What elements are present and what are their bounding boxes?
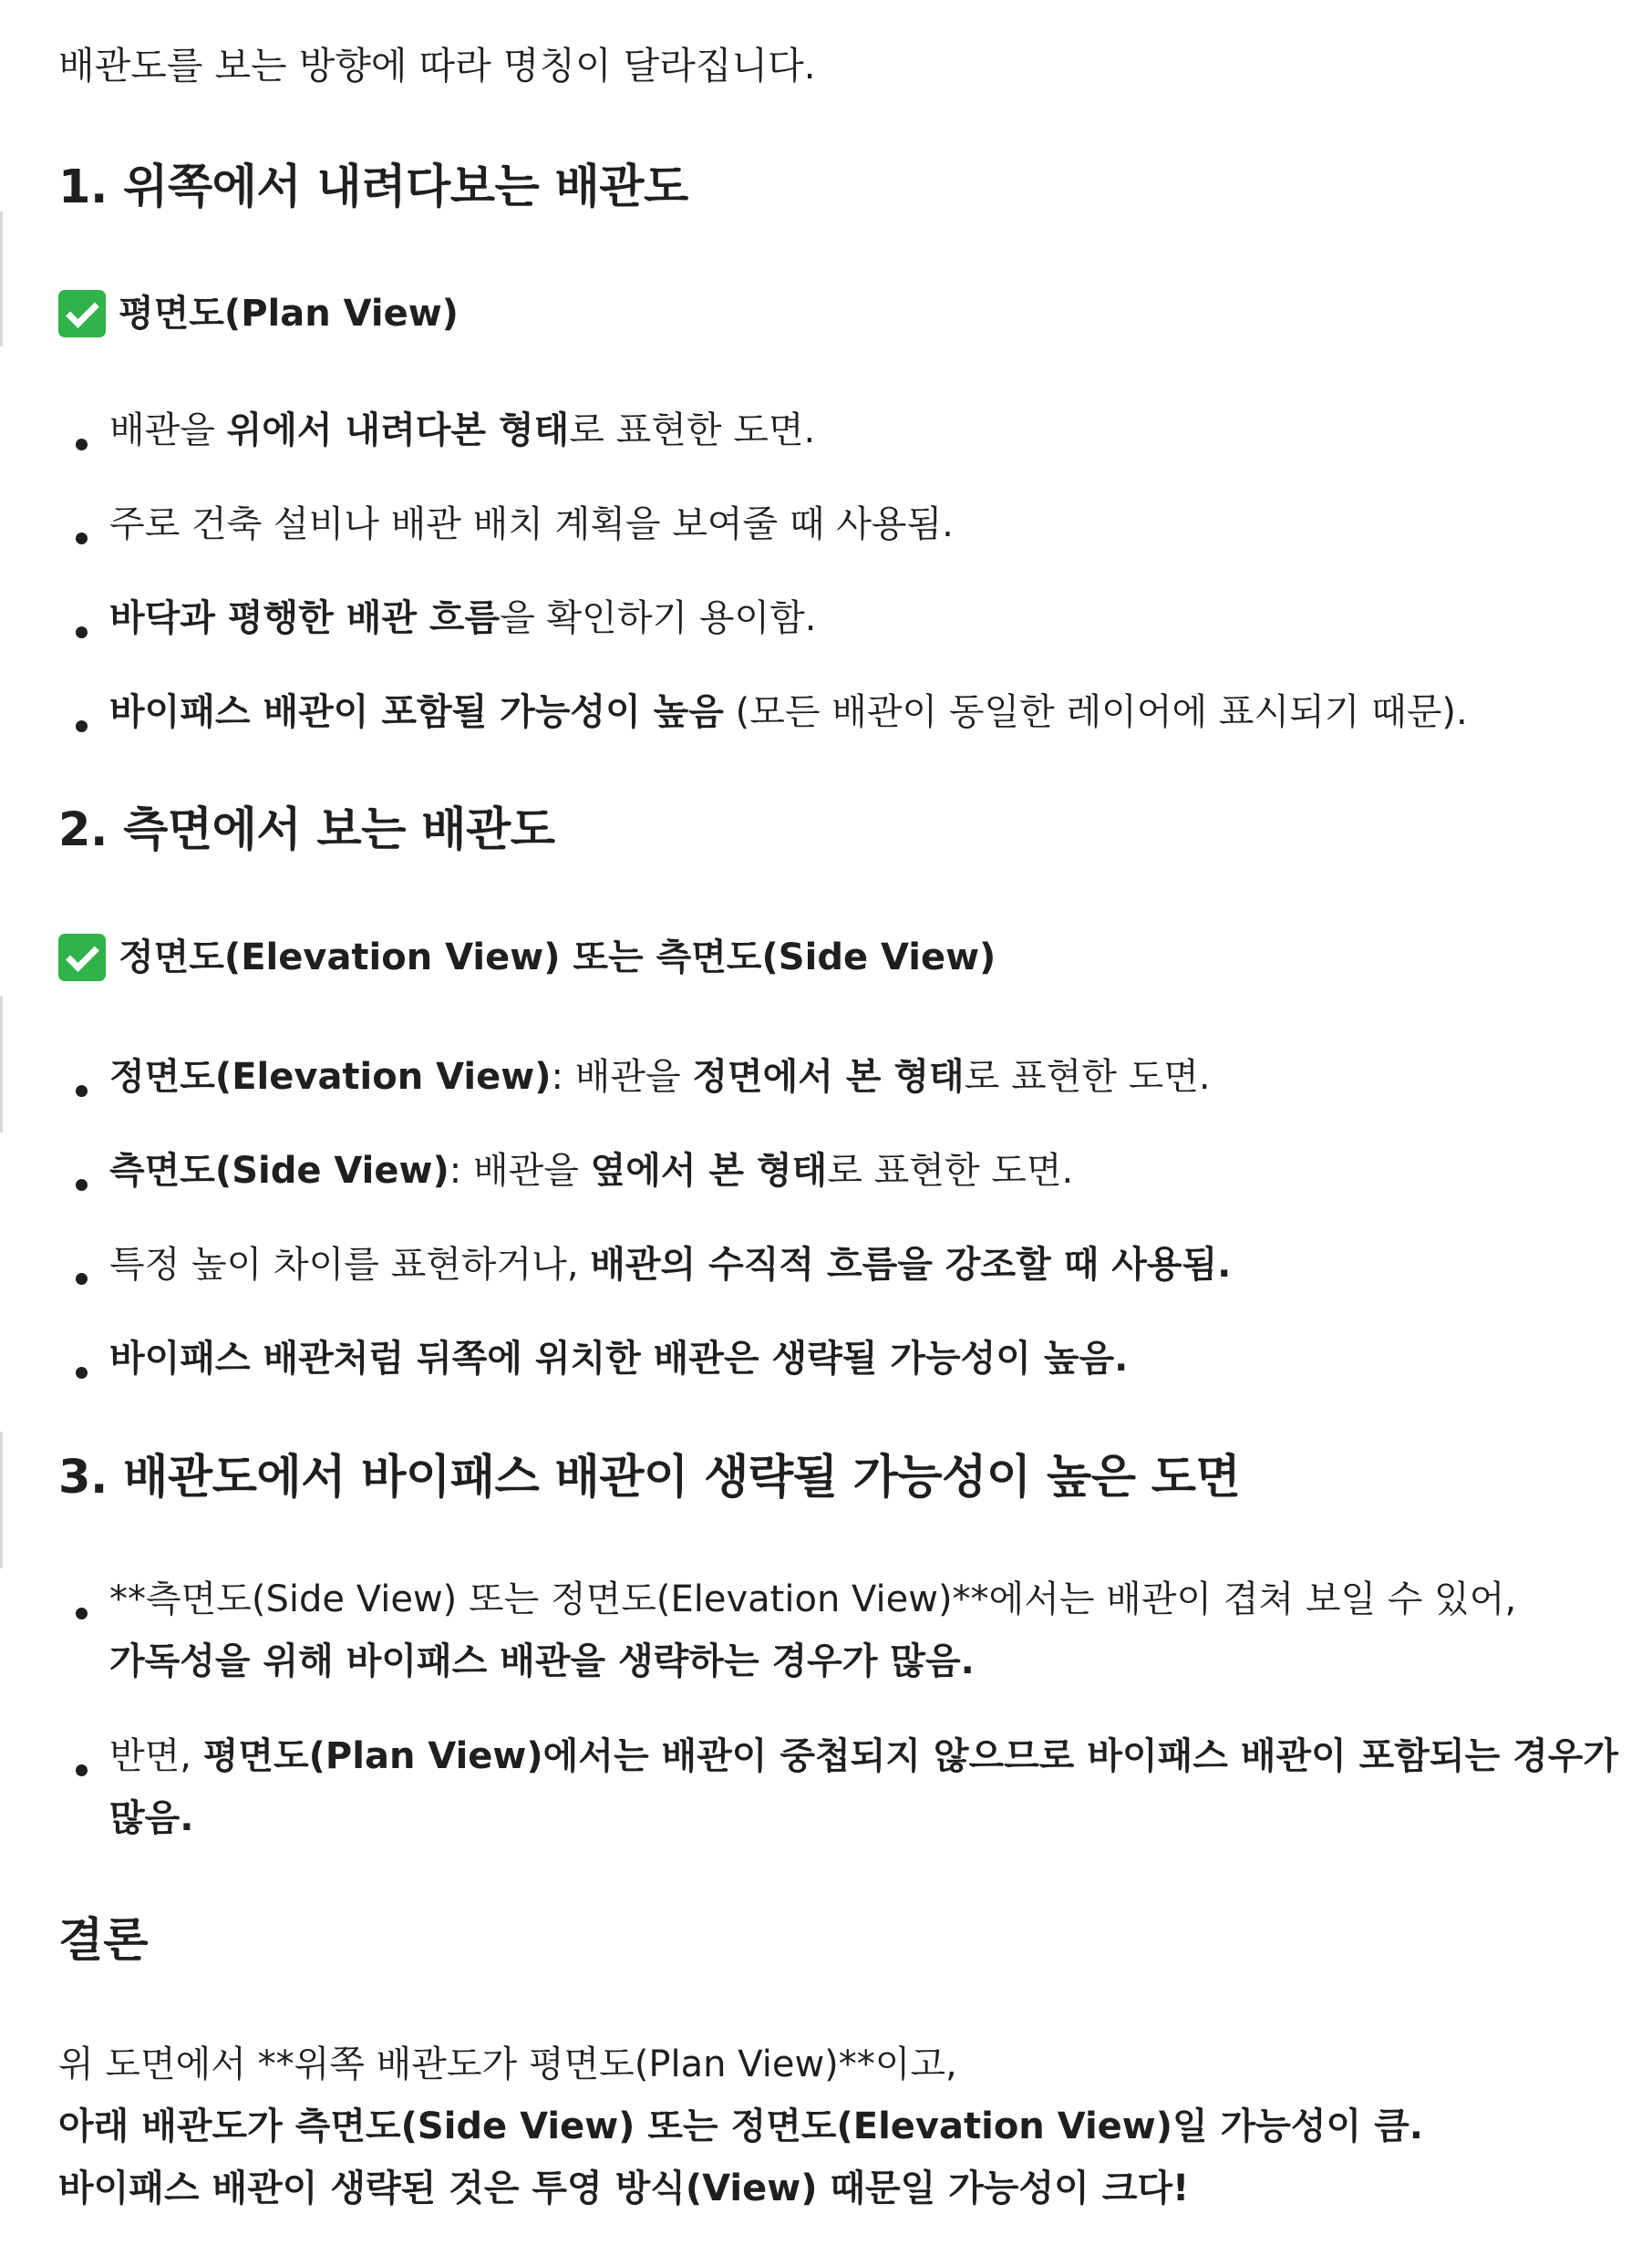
- list-item-text: 바이패스 배관처럼 뒤쪽에 위치한 배관은 생략될 가능성이 높음.: [109, 1338, 1129, 1380]
- bullet-dot: [76, 1764, 88, 1776]
- section1-subheading: [58, 290, 459, 337]
- bullet-dot: [76, 1273, 88, 1285]
- conclusion-line-2: 아래 배관도가 측면도(Side View) 또는 정면도(Elevation View)일 가능성이 큼.: [58, 2105, 1423, 2147]
- intro-text: 배관도를 보는 방향에 따라 명칭이 달라집니다.: [58, 44, 816, 88]
- list-item-text: 측면도(Side View): 배관을 옆에서 본 형태로 표현한 도면.: [109, 1150, 1074, 1192]
- bullet-dot: [76, 1179, 88, 1191]
- bullet-dot: [76, 1608, 88, 1619]
- check-mark-icon: [58, 290, 106, 337]
- bullet-dot: [76, 626, 88, 638]
- bullet-dot: [76, 1367, 88, 1379]
- conclusion-line-1: 위 도면에서 **위쪽 배관도가 평면도(Plan View)**이고,: [58, 2043, 957, 2085]
- section2-heading: 2. 측면에서 보는 배관도: [58, 803, 555, 857]
- section1-subheading-text: 평면도(Plan View): [119, 293, 459, 335]
- check-mark-icon: [58, 934, 106, 981]
- bullet-dot: [76, 439, 88, 450]
- list-item-text: 바이패스 배관이 포함될 가능성이 높음 (모든 배관이 동일한 레이어에 표시되기 때문).: [109, 691, 1468, 733]
- list-item-text-continued: 가독성을 위해 바이패스 배관을 생략하는 경우가 많음.: [109, 1640, 975, 1682]
- list-item-text: 정면도(Elevation View): 배관을 정면에서 본 형태로 표현한 도면.: [109, 1056, 1211, 1098]
- list-item-text: 배관을 위에서 내려다본 형태로 표현한 도면.: [109, 409, 816, 451]
- left-edge-mark: [0, 1432, 3, 1568]
- bullet-dot: [76, 533, 88, 544]
- left-edge-mark: [0, 996, 3, 1133]
- conclusion-heading: 결론: [58, 1914, 149, 1968]
- list-item-text: **측면도(Side View) 또는 정면도(Elevation View)**에서는 배관이 겹쳐 보일 수 있어,: [109, 1578, 1517, 1620]
- section1-heading: 1. 위쪽에서 내려다보는 배관도: [58, 160, 688, 214]
- section2-subheading-text: 정면도(Elevation View) 또는 측면도(Side View): [119, 936, 996, 978]
- bullet-dot: [76, 720, 88, 732]
- list-item-text: 주로 건축 설비나 배관 배치 계획을 보여줄 때 사용됨.: [109, 503, 954, 545]
- left-edge-mark: [0, 212, 3, 347]
- list-item-text: 바닥과 평행한 배관 흐름을 확인하기 용이함.: [109, 597, 817, 639]
- list-item-text: 특정 높이 차이를 표현하거나, 배관의 수직적 흐름을 강조할 때 사용됨.: [109, 1244, 1232, 1286]
- list-item-text: 반면, 평면도(Plan View)에서는 배관이 중첩되지 않으므로 바이패스 배관이 포함되는 경우가: [109, 1735, 1619, 1777]
- section3-heading: 3. 배관도에서 바이패스 배관이 생략될 가능성이 높은 도면: [58, 1451, 1241, 1505]
- conclusion-line-3: 바이패스 배관이 생략된 것은 투영 방식(View) 때문일 가능성이 크다!: [58, 2167, 1190, 2209]
- bullet-dot: [76, 1085, 88, 1097]
- section2-subheading: [58, 934, 996, 981]
- list-item-text-continued: 많음.: [109, 1797, 194, 1839]
